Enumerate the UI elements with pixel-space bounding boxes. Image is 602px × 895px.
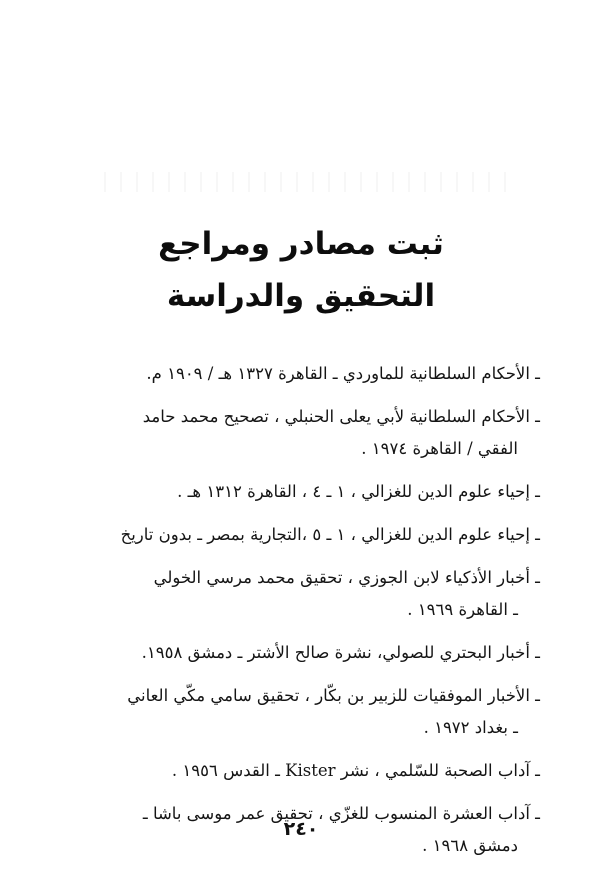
page-number: ٢٤٠	[283, 818, 319, 840]
scan-artifact	[90, 172, 520, 192]
entry-text: ـ إحياء علوم الدين للغزالي ، ١ ـ ٥ ،التجارية بمصر ـ بدون تاريخ	[120, 525, 540, 544]
bibliography-entry	[54, 519, 540, 551]
entry-continuation: ـ بغداد ١٩٧٢ .	[423, 718, 518, 737]
entry-text: ـ الأحكام السلطانية للماوردي ـ القاهرة ١٣٢٧ هـ / ١٩٠٩ م.	[146, 364, 540, 383]
entry-continuation: الفقي / القاهرة ١٩٧٤ .	[361, 439, 518, 458]
entry-text: ـ إحياء علوم الدين للغزالي ، ١ ـ ٤ ، القاهرة ١٣١٢ هـ .	[177, 482, 540, 501]
bibliography-entry	[54, 476, 540, 508]
bibliography-entry	[54, 562, 540, 626]
entry-text: ـ آداب العشرة المنسوب للغزّي ، تحقيق عمر موسى باشا ـ	[142, 804, 540, 823]
bibliography-entry	[54, 680, 540, 744]
entry-text: ـ الأحكام السلطانية لأبي يعلى الحنبلي ، تصحيح محمد حامد	[142, 407, 540, 426]
bibliography-entry	[54, 358, 540, 390]
entry-text: ـ آداب الصحبة للسّلمي ، نشر Kister ـ القدس ١٩٥٦ .	[171, 761, 540, 780]
bibliography-entry	[54, 755, 540, 787]
entry-continuation: ـ القاهرة ١٩٦٩ .	[407, 600, 518, 619]
entry-continuation: دمشق ١٩٦٨ .	[422, 836, 518, 855]
bibliography-entry	[54, 401, 540, 465]
heading-line-1: ثبت مصادر ومراجع	[158, 226, 444, 262]
entry-text: ـ الأخبار الموفقيات للزبير بن بكّار ، تحقيق سامي مكّي العاني	[127, 686, 540, 705]
entry-text: ـ أخبار البحتري للصولي، نشرة صالح الأشتر ـ دمشق ١٩٥٨.	[141, 643, 540, 662]
entry-text: ـ أخبار الأذكياء لابن الجوزي ، تحقيق محمد مرسي الخولي	[153, 568, 540, 587]
bibliography-entry	[54, 637, 540, 669]
page-heading	[0, 218, 602, 322]
heading-line-2: التحقيق والدراسة	[166, 278, 436, 314]
bibliography-list	[54, 358, 540, 873]
